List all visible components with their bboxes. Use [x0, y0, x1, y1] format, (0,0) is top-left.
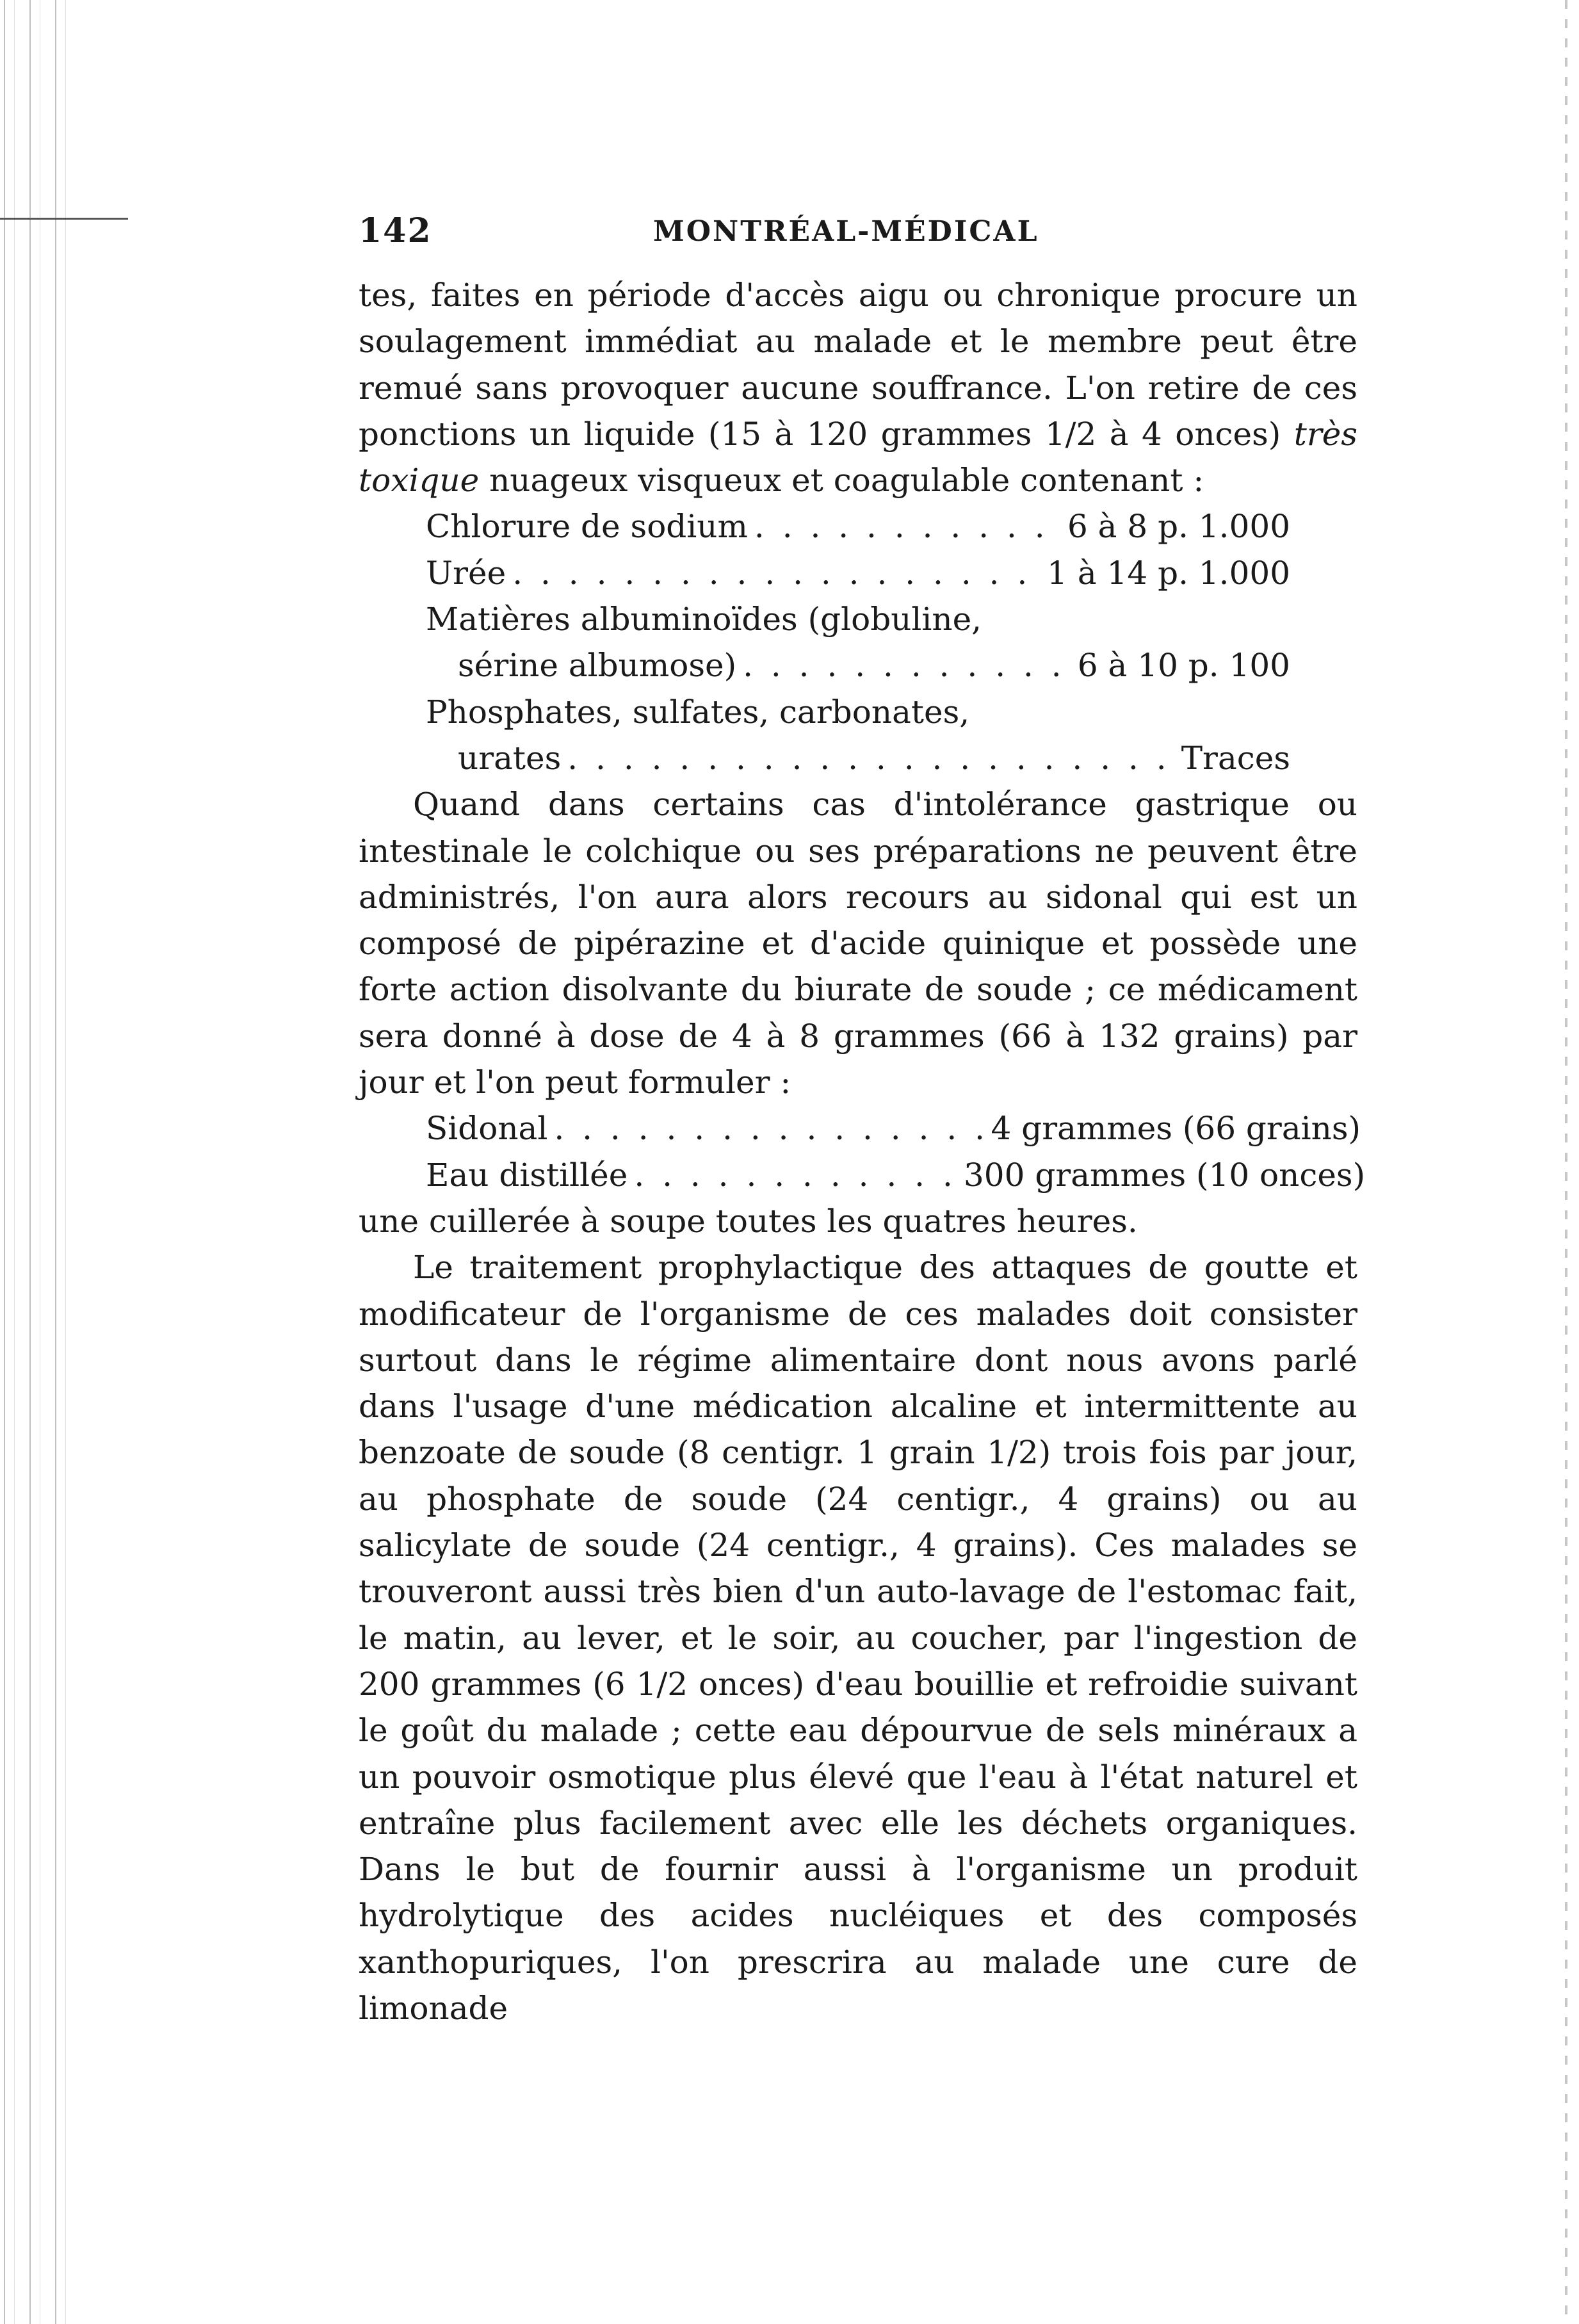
paragraph-prophylaxis: Le traitement prophylactique des attaques de goutte et modificateur de l'organisme de ces malades doit consister surtout dans le régime alimentaire dont nous avons parlé dans l'usage d'une médication alcaline et intermittente au benzoate de soude (8 centigr. 1 grain 1/2) trois fois par jour, au phosphate de soude (24 centigr., 4 grains) ou au salicylate de soude (24 centigr., 4 grains). Ces malades se trouveront aussi très bien d'un auto-lavage de l'estomac fait, le matin, au lever, et le soir, au coucher, par l'ingestion de 200 grammes (6 1/2 onces) d'eau bouillie et refroidie suivant le goût du malade ; cette eau dépourvue de sels minéraux a un pouvoir osmotique plus élevé que l'eau à l'état naturel et entraîne plus facilement avec elle les déchets organiques. Dans le but de fournir aussi à l'organisme un produit hydrolytique des acides nucléiques et des composés xanthopuriques, l'on prescrira au malade une cure de limonade — [359, 1249, 1357, 2027]
ingredient-dose: 4 grammes (66 grains) — [991, 1110, 1361, 1148]
formula-list — [359, 1105, 1366, 1198]
component-name: Phosphates, sulfates, carbonates, — [426, 693, 970, 731]
leader-dots — [634, 1152, 957, 1198]
component-value: Traces — [1181, 739, 1290, 777]
paragraph-text: nuageux visqueux et coagulable contenant : — [479, 462, 1204, 500]
component-value: 1 à 14 p. 1.000 — [1047, 554, 1290, 592]
paragraph-text: tes, faites en période d'accès aigu ou chronique procure un soulagement immédiat au malade et le membre peut être remué sans provoquer aucune souffrance. L'on retire de ces ponctions un liquide (15 à 120 grammes 1/2 à 4 onces) — [359, 277, 1357, 453]
component-value: 6 à 10 p. 100 — [1077, 647, 1290, 685]
list-item — [426, 1152, 1366, 1198]
component-name: sérine albumose) — [458, 647, 737, 685]
leader-dots — [554, 1105, 984, 1151]
component-name: Matières albuminoïdes (globuline, — [426, 601, 982, 638]
list-item — [426, 1105, 1361, 1151]
page-number: 142 — [359, 211, 432, 250]
paragraph-sidonal: Quand dans certains cas d'intolérance gastrique ou intestinale le colchique ou ses préparations ne peuvent être administrés, l'on aura alors recours au sidonal qui est un composé de pipérazine et d'acide quinique et possède une forte action disolvante du biurate de soude ; ce médicament sera donné à dose de 4 à 8 grammes (66 à 132 grains) par jour et l'on peut formuler : — [359, 786, 1357, 1101]
list-item — [426, 735, 1290, 781]
paragraph-punctions — [359, 272, 1357, 503]
component-name: Urée — [426, 554, 506, 592]
component-value: 6 à 8 p. 1.000 — [1067, 508, 1290, 546]
composition-list — [359, 503, 1290, 781]
list-item — [426, 642, 1290, 688]
component-name: urates — [458, 739, 562, 777]
list-item — [426, 503, 1290, 549]
page-body — [359, 272, 1366, 2031]
leader-dots — [743, 642, 1071, 688]
ingredient-name: Sidonal — [426, 1110, 548, 1148]
paragraph-dosage: une cuillerée à soupe toutes les quatres heures. — [359, 1202, 1138, 1240]
leader-dots — [754, 503, 1061, 549]
page-header — [359, 211, 1076, 263]
ingredient-name: Eau distillée — [426, 1156, 628, 1194]
ingredient-dose: 300 grammes (10 onces) — [964, 1156, 1366, 1194]
running-title: MONTRÉAL-MÉDICAL — [653, 215, 1039, 248]
list-item — [426, 689, 1290, 735]
list-item — [426, 596, 1290, 642]
component-name: Chlorure de sodium — [426, 508, 748, 546]
list-item — [426, 550, 1290, 596]
emphasis-text: très toxique — [359, 415, 1357, 500]
leader-dots — [567, 735, 1174, 781]
leader-dots — [512, 550, 1041, 596]
